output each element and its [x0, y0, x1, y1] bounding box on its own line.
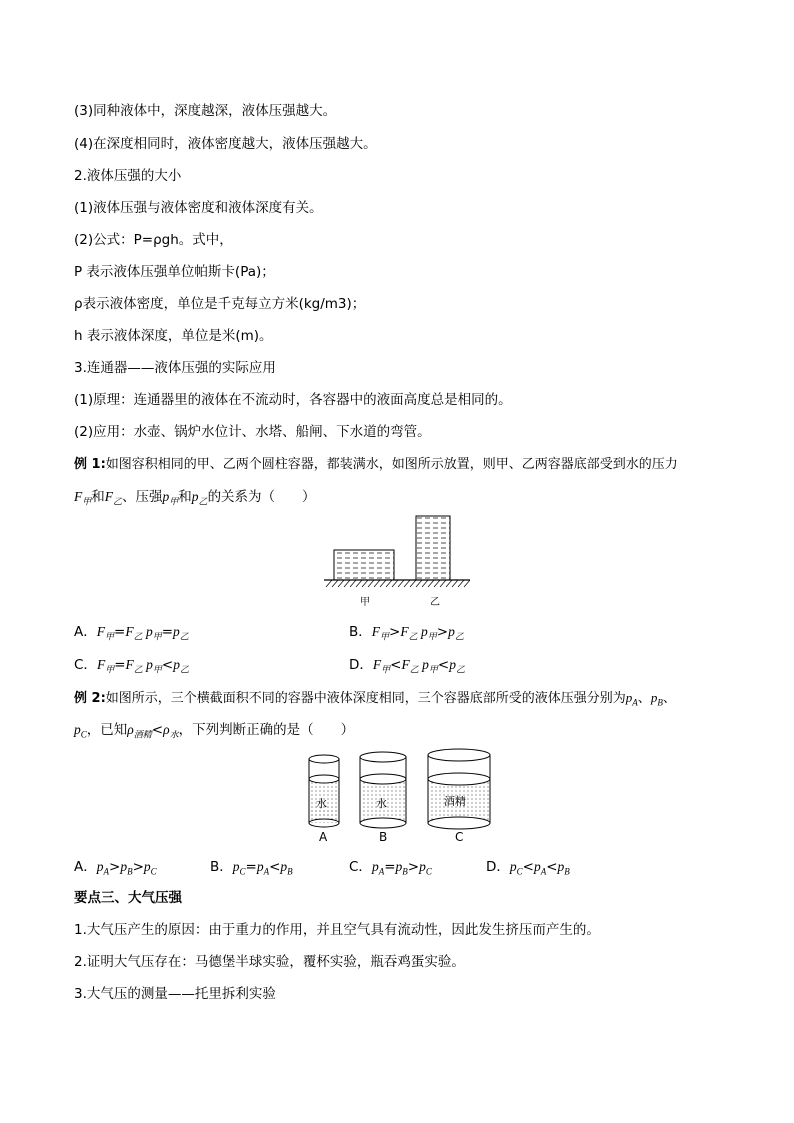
example-2-question: 例 2:如图所示，三个横截面积不同的容器中液体深度相同，三个容器底部所受的液体压强分别为$p_A$、$p_B$、 — [74, 690, 676, 708]
word-mid: 、压强 — [122, 489, 163, 505]
sub-jia: 甲 — [82, 496, 92, 507]
var-F: F — [104, 489, 114, 504]
container-a — [309, 755, 339, 827]
var-F: F — [74, 489, 83, 504]
liquid-label-b: 水 — [376, 797, 387, 810]
text-line: h 表示液体深度，单位是米(m)。 — [74, 328, 273, 344]
container-b — [360, 752, 406, 828]
sub-yi: 乙 — [113, 496, 123, 507]
example-2-figure — [290, 745, 510, 845]
text-line: 3.大气压的测量——托里拆利实验 — [74, 986, 276, 1002]
option-a[interactable]: A．$p_A>p_B>p_C$ — [74, 859, 157, 877]
text-line: (1)液体压强与液体密度和液体深度有关。 — [74, 200, 323, 216]
example-2-question-cont: $p_C$，已知$\rho_{酒精}<\rho_水$，下列判断正确的是（ ） — [74, 722, 355, 740]
example-1-figure — [320, 510, 480, 610]
text-line: 2.液体压强的大小 — [74, 168, 182, 184]
word-he: 和 — [178, 489, 192, 505]
option-b[interactable]: B．$F_甲>F_乙$ $p_甲>p_乙$ — [349, 624, 464, 642]
option-d[interactable]: D．$F_甲<F_乙$ $p_甲<p_乙$ — [349, 657, 465, 675]
ground-hatch — [326, 580, 470, 587]
text-line: (3)同种液体中，深度越深，液体压强越大。 — [74, 103, 337, 119]
fig-label-b: B — [379, 830, 388, 844]
text-line: (1)原理：连通器里的液体在不流动时，各容器中的液面高度总是相同的。 — [74, 392, 512, 408]
container-jia — [334, 550, 394, 580]
section-heading: 要点三、大气压强 — [74, 890, 182, 906]
option-c[interactable]: C．$F_甲=F_乙$ $p_甲<p_乙$ — [74, 657, 189, 675]
text-line: ρ表示液体密度，单位是千克每立方米(kg/m3)； — [74, 296, 366, 312]
fig-label-c: C — [455, 830, 464, 844]
var-p: p — [191, 489, 199, 504]
example-label: 例 1: — [74, 457, 106, 472]
fig-label-a: A — [319, 830, 328, 844]
text-line: 3.连通器——液体压强的实际应用 — [74, 360, 276, 376]
fig-label-yi: 乙 — [430, 597, 440, 608]
liquid-label-c: 酒精 — [444, 795, 466, 808]
option-c[interactable]: C．$p_A=p_B>p_C$ — [349, 859, 432, 877]
question-text: 如图容积相同的甲、乙两个圆柱容器，都装满水，如图所示放置，则甲、乙两容器底部受到水的压力 — [105, 457, 678, 472]
text-line: (2)公式：P=ρgh。式中， — [74, 232, 233, 248]
text-line: (2)应用：水壶、锅炉水位计、水塔、船闸、下水道的弯管。 — [74, 424, 431, 440]
word-tail: 的关系为（ ） — [207, 489, 316, 505]
example-1-question-cont — [74, 487, 316, 512]
liquid-label-a: 水 — [316, 797, 327, 810]
text-line: 2.证明大气压存在：马德堡半球实验，覆杯实验，瓶吞鸡蛋实验。 — [74, 954, 465, 970]
text-line: P 表示液体压强单位帕斯卡(Pa)； — [74, 264, 275, 280]
example-1-question — [74, 455, 678, 475]
text-line: 1.大气压产生的原因：由于重力的作用，并且空气具有流动性，因此发生挤压而产生的。 — [74, 922, 600, 938]
text-line: (4)在深度相同时，液体密度越大，液体压强越大。 — [74, 136, 377, 152]
option-d[interactable]: D．$p_C<p_A<p_B$ — [486, 859, 570, 877]
option-a[interactable]: A．$F_甲=F_乙$ $p_甲=p_乙$ — [74, 624, 189, 642]
container-yi — [416, 516, 450, 580]
sub-yi: 乙 — [198, 496, 208, 507]
container-c — [428, 749, 490, 829]
var-p: p — [162, 489, 170, 504]
fig-label-jia: 甲 — [360, 597, 370, 608]
word-he: 和 — [91, 489, 105, 505]
sub-jia: 甲 — [169, 496, 179, 507]
option-b[interactable]: B．$p_C=p_A<p_B$ — [210, 859, 293, 877]
